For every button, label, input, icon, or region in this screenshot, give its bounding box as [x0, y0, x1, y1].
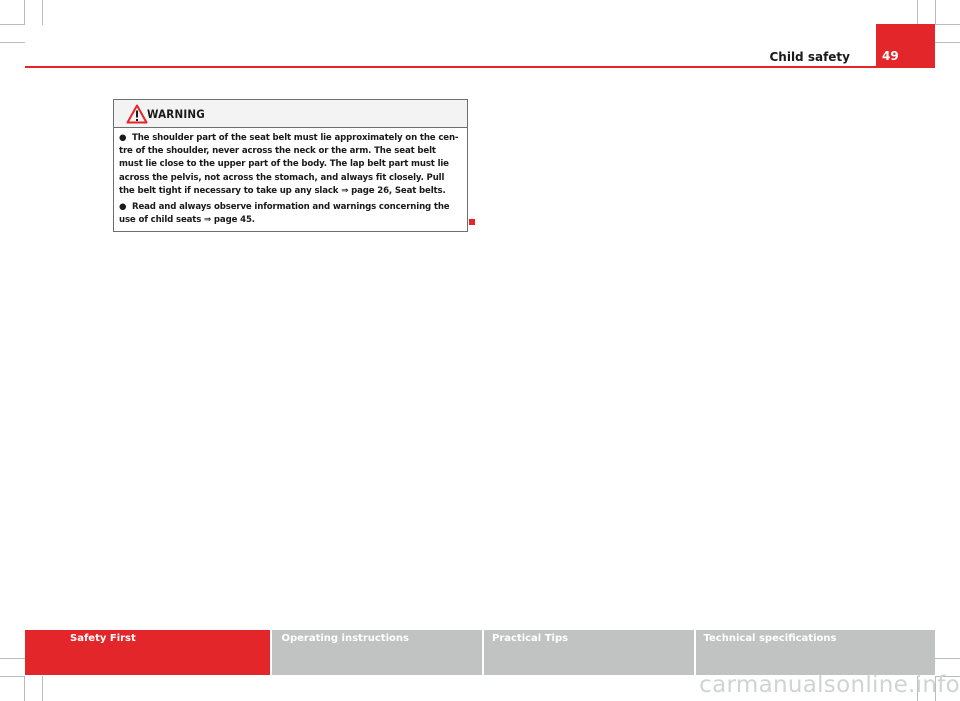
nav-tab-safety-first[interactable]: [25, 630, 270, 675]
watermark: carmanualsonline.info: [699, 672, 960, 698]
crop-mark: [0, 24, 25, 25]
crop-mark: [24, 676, 25, 701]
bullet-icon: ●: [119, 133, 127, 143]
warning-bullet-text: The shoulder part of the seat belt must lie approximately on the cen- tre of the shoulder, never across the neck or the arm. The seat belt must lie close to the upper part of the body. The lap belt part must lie across the pelvis, not across the stomach, and always fit closely. Pull the belt tight if necessary to take up any slack ⇒ page 26, Seat belts.: [119, 133, 459, 196]
section-end-marker: [469, 219, 475, 225]
footer-nav: [25, 630, 935, 675]
crop-mark: [935, 42, 960, 43]
page-number: 49: [882, 49, 899, 63]
nav-tab-practical-tips[interactable]: [484, 630, 694, 675]
crop-mark: [935, 0, 936, 25]
warning-bullet-text: Read and always observe information and warnings concerning the use of child seats ⇒ page 45.: [119, 202, 450, 226]
crop-mark: [935, 658, 960, 659]
crop-mark: [42, 676, 43, 701]
crop-mark: [0, 42, 25, 43]
page-number-tab: [876, 24, 935, 67]
bullet-icon: ●: [119, 202, 127, 213]
section-title: Child safety: [769, 50, 850, 64]
warning-bullet-item: [119, 132, 462, 198]
header-rule: [25, 66, 935, 68]
nav-tab-label: Practical Tips: [491, 633, 569, 644]
warning-box: [113, 99, 468, 232]
nav-tab-operating-instructions[interactable]: [272, 630, 482, 675]
crop-mark: [0, 676, 25, 677]
crop-mark: [917, 0, 918, 25]
nav-tab-label: Safety First: [70, 633, 136, 644]
warning-bullet-item: [119, 201, 462, 227]
warning-body: [114, 128, 467, 227]
warning-title: WARNING: [147, 107, 205, 121]
crop-mark: [24, 0, 25, 25]
nav-tab-label: Technical specifications: [703, 633, 837, 644]
crop-mark: [935, 24, 960, 25]
crop-mark: [0, 658, 25, 659]
nav-tab-technical-specifications[interactable]: [696, 630, 935, 675]
warning-header: [114, 100, 467, 128]
warning-triangle-icon: [126, 104, 148, 124]
crop-mark: [42, 0, 43, 25]
nav-tab-label: Operating instructions: [281, 633, 409, 644]
